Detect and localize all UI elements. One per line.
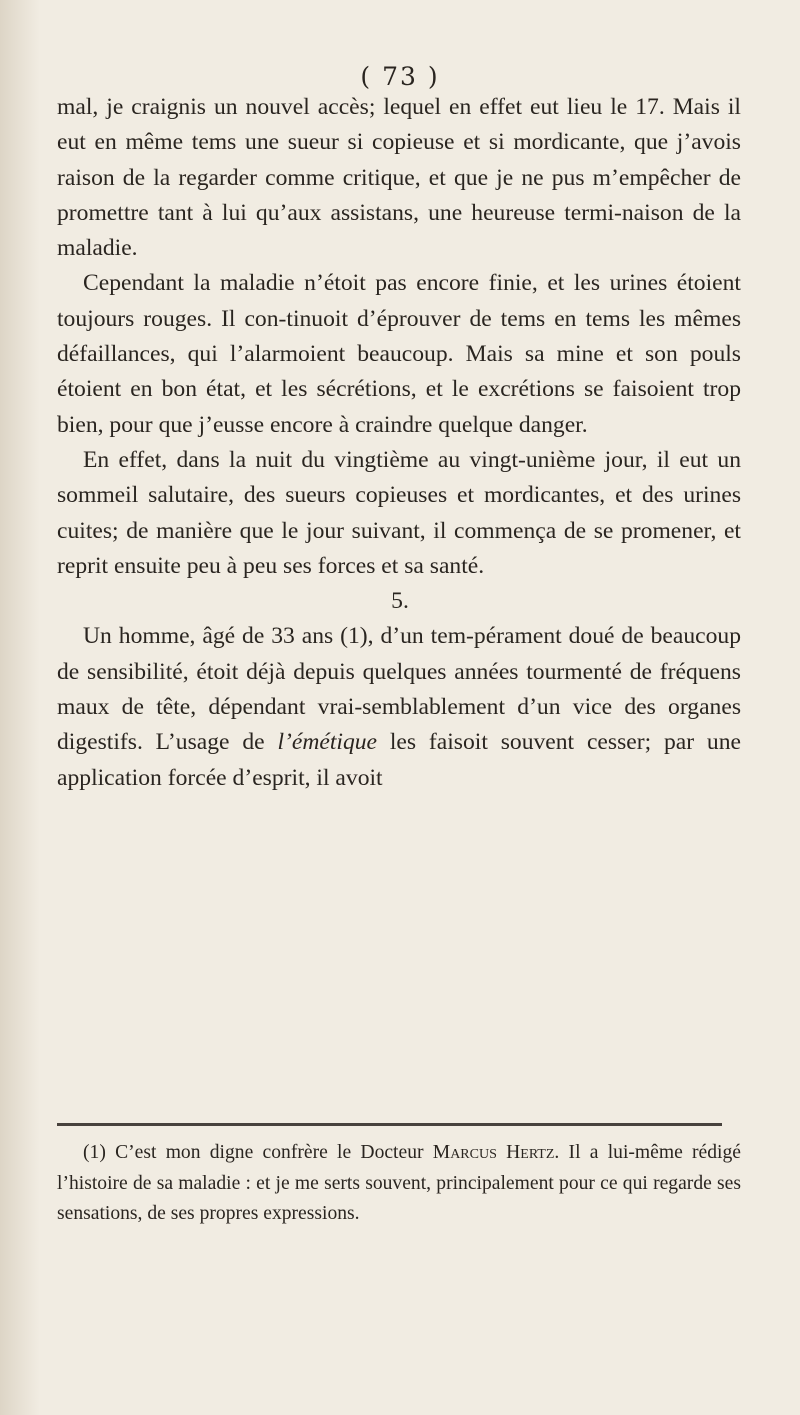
page-number: ( 73 ): [360, 62, 440, 91]
paragraph-1: mal, je craignis un nouvel accès; lequel en effet eut lieu le 17. Mais il eut en même tems une sueur si copieuse et si mordicante, que j’avois raison de la regarder comme critique, et que je ne pus m’empêcher de promettre tant à lui qu’aux assistans, une heureuse termi-naison de la maladie.: [57, 94, 741, 262]
footnote-text-a: (1) C’est mon digne confrère le Docteur: [83, 1142, 433, 1163]
footnote-author-name: Marcus Hertz: [432, 1142, 555, 1163]
paragraph-4-text-a: Un homme, âgé de 33 ans (1), d’un tem-pérament doué de beaucoup de sensibilité, étoit déjà depuis quelques années tourmenté de fréquens maux de tête, dépendant vrai-semblablement d’un vice des organes digestifs. L’usage de: [57, 623, 741, 756]
paragraph-4-text-b: les faisoit souvent cesser; par une application forcée d’esprit, il avoit: [57, 729, 741, 791]
paragraph-2: Cependant la maladie n’étoit pas encore finie, et les urines étoient toujours rouges. Il con-tinuoit d’éprouver de tems en tems les mêmes défaillances, qui l’alarmoient beaucoup. Mais sa mine et son pouls étoient en bon état, et les sécrétions, et le excrétions se faisoient trop bien, pour que j’eusse encore à craindre quelque danger.: [57, 270, 741, 438]
paragraph-4: [57, 619, 741, 795]
footnote: [57, 1138, 741, 1230]
body-text: [57, 90, 741, 796]
footnote-text-b: . Il a lui-même rédigé l’histoire de sa maladie : et je me serts souvent, principalement pour ce qui regarde ses sensations, de ses propres expressions.: [57, 1142, 741, 1224]
paragraph-4-italic-term: l’émétique: [277, 729, 378, 756]
page-gutter-shadow: [0, 0, 40, 1415]
footnote-rule: [57, 1123, 722, 1126]
paragraph-3: En effet, dans la nuit du vingtième au vingt-unième jour, il eut un sommeil salutaire, des sueurs copieuses et mordicantes, et des urines cuites; de manière que le jour suivant, il commença de se promener, et reprit ensuite peu à peu ses forces et sa santé.: [57, 446, 741, 579]
footnote-text: [57, 1138, 741, 1230]
section-number: 5.: [391, 588, 409, 615]
